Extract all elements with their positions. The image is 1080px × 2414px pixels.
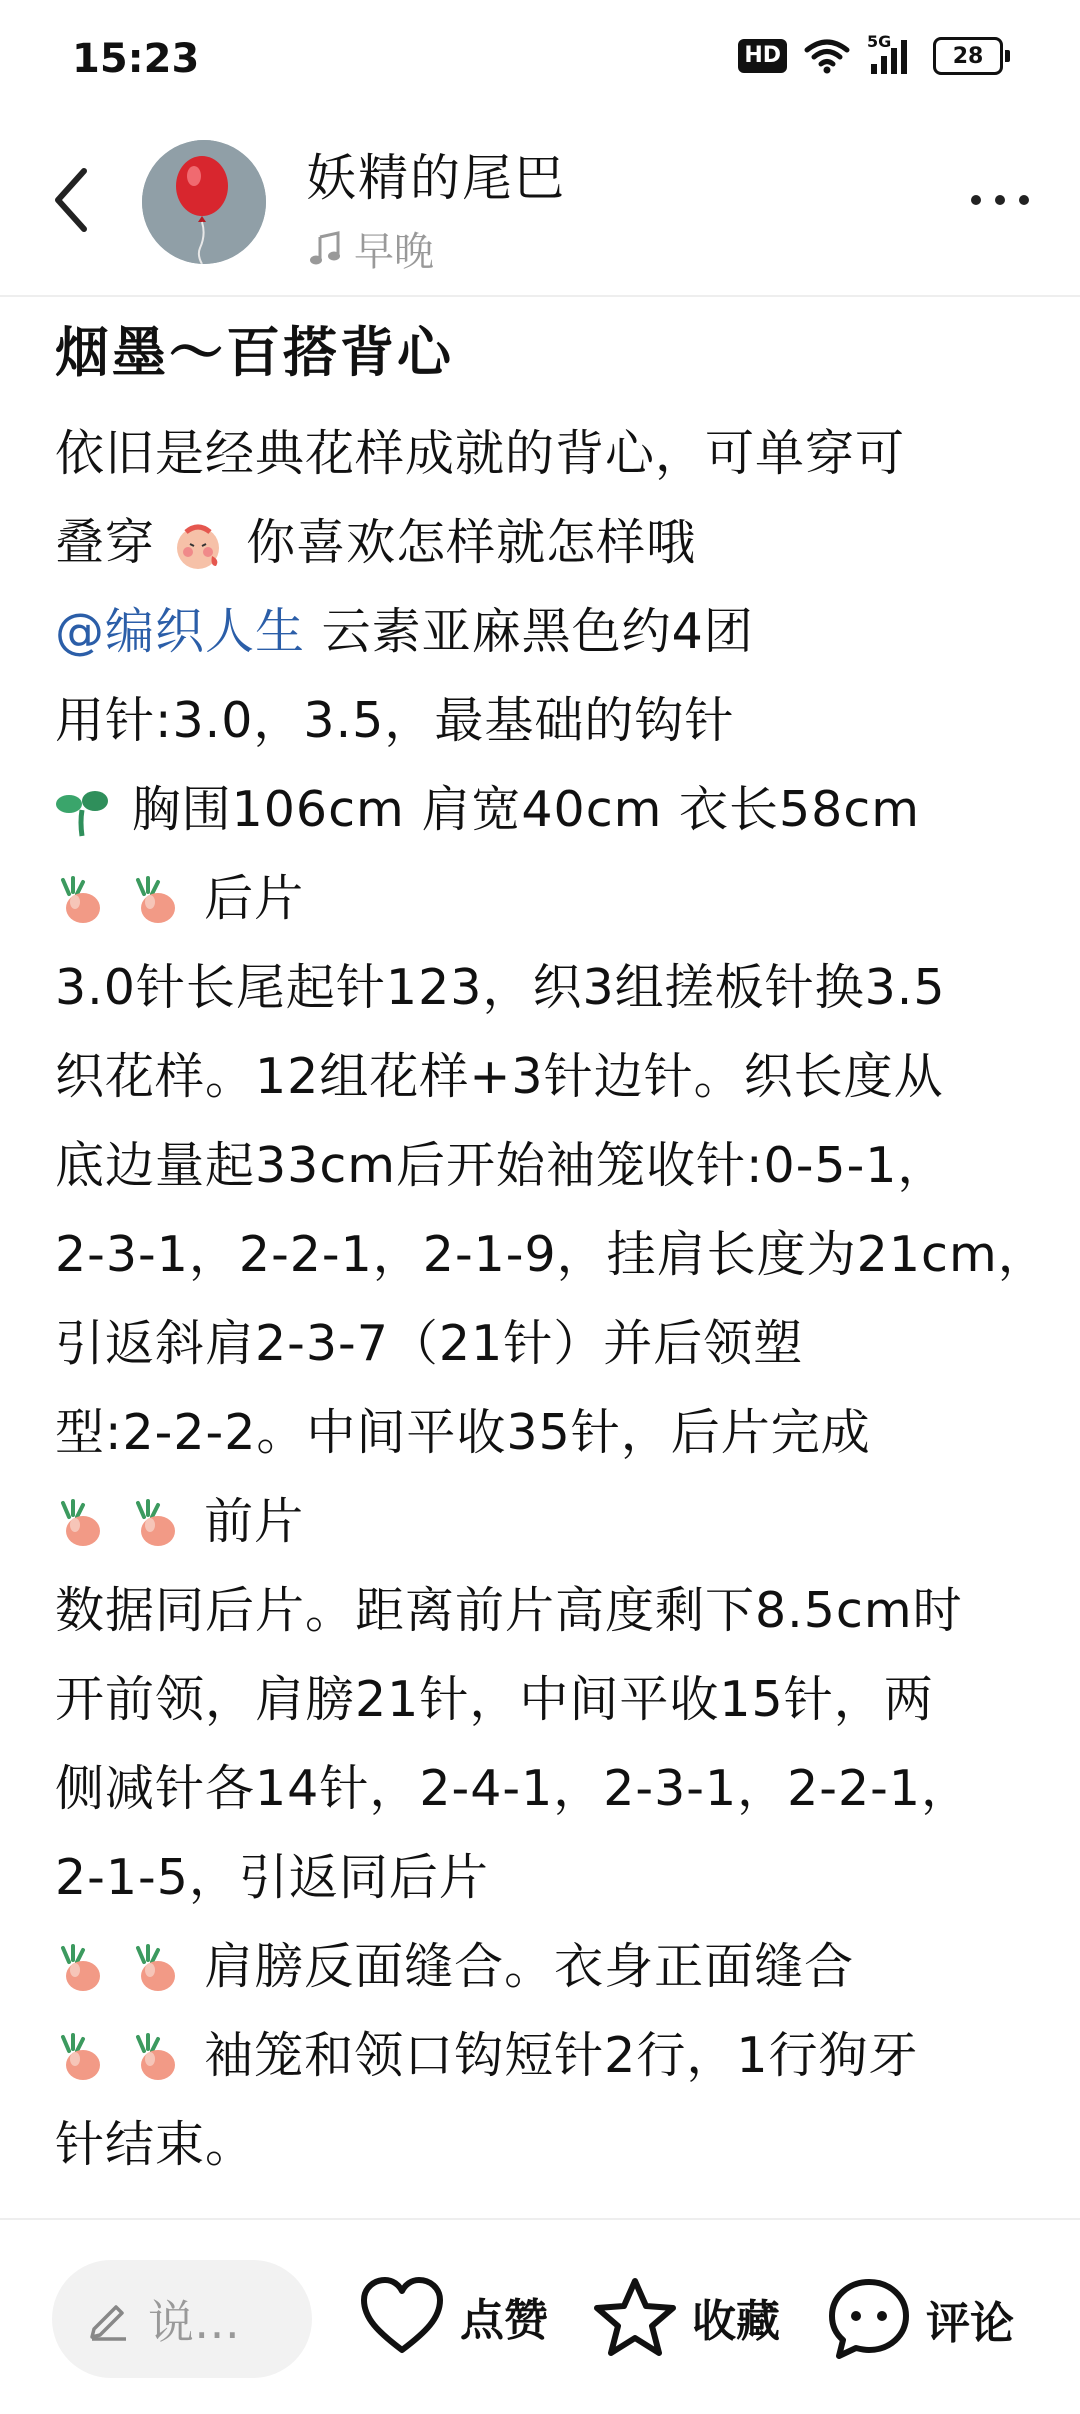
body-line: 底边量起33cm后开始袖笼收针:0-5-1， xyxy=(55,1137,948,1194)
comment-placeholder: 说… xyxy=(148,2295,240,2349)
finish-text: 袖笼和领口钩短针2行，1行狗牙 xyxy=(204,2027,919,2084)
pencil-icon xyxy=(86,2297,130,2341)
radish-emoji xyxy=(55,1499,107,1551)
back-button[interactable] xyxy=(40,160,100,240)
music-tag[interactable] xyxy=(308,220,434,277)
intro-3: 你喜欢怎样就怎样哦 xyxy=(246,514,697,571)
radish-emoji xyxy=(130,876,182,928)
radish-emoji xyxy=(55,1944,107,1996)
comment-label: 评论 xyxy=(926,2298,1014,2349)
heart-icon xyxy=(358,2276,446,2356)
body-line xyxy=(55,765,1040,854)
bottom-action-bar xyxy=(0,2218,1080,2414)
post-header xyxy=(0,120,1080,297)
more-button[interactable] xyxy=(960,170,1040,230)
body-line: 数据同后片。距离前片高度剩下8.5cm时 xyxy=(55,1582,963,1639)
section-heading xyxy=(55,1477,1040,1566)
network-type: 5G xyxy=(867,32,892,51)
cell-signal-icon xyxy=(867,32,917,76)
post-title: 烟墨～百搭背心 xyxy=(55,321,454,384)
hd-badge: HD xyxy=(738,39,787,73)
status-time: 15:23 xyxy=(72,36,200,82)
size-info: 胸围106cm 肩宽40cm 衣长58cm xyxy=(131,781,920,838)
blush-face-emoji xyxy=(172,520,224,572)
body-line: 开前领，肩膀21针，中间平收15针，两 xyxy=(55,1671,934,1728)
body-line: 织花样。12组花样+3针边针。织长度从 xyxy=(55,1048,944,1105)
body-line xyxy=(55,1922,1040,2011)
user-mention-link[interactable]: @编织人生 xyxy=(55,603,306,660)
body-line: 用针:3.0，3.5，最基础的钩针 xyxy=(55,692,735,749)
radish-emoji xyxy=(130,2033,182,2085)
back-icon xyxy=(50,165,90,235)
music-note-icon xyxy=(308,231,344,267)
radish-emoji xyxy=(55,2033,107,2085)
more-icon xyxy=(971,195,1029,205)
collect-label: 收藏 xyxy=(692,2296,780,2347)
like-button[interactable] xyxy=(358,2276,548,2356)
body-line xyxy=(55,498,1040,587)
music-label: 早晚 xyxy=(354,229,434,275)
back-piece-heading: 后片 xyxy=(204,870,305,927)
comment-button[interactable] xyxy=(826,2276,1014,2362)
body-line: 引返斜肩2-3-7（21针）并后领塑 xyxy=(55,1315,804,1372)
battery-icon xyxy=(933,37,1010,75)
body-line: 2-3-1，2-2-1，2-1-9，挂肩长度为21cm， xyxy=(55,1226,1048,1283)
radish-emoji xyxy=(130,1499,182,1551)
body-line: 依旧是经典花样成就的背心，可单穿可 xyxy=(55,425,906,482)
battery-level: 28 xyxy=(933,37,1003,75)
status-bar xyxy=(0,0,1080,120)
shoulder-seam-text: 肩膀反面缝合。衣身正面缝合 xyxy=(204,1938,855,1995)
star-icon xyxy=(592,2276,678,2358)
front-piece-heading: 前片 xyxy=(204,1493,305,1550)
comment-bubble-icon xyxy=(826,2276,912,2362)
body-line: 侧减针各14针，2-4-1，2-3-1，2-2-1， xyxy=(55,1760,972,1817)
author-name[interactable]: 妖精的尾巴 xyxy=(306,149,566,207)
body-line: 型:2-2-2。中间平收35针，后片完成 xyxy=(55,1404,871,1461)
like-label: 点赞 xyxy=(460,2295,548,2346)
section-heading xyxy=(55,854,1040,943)
avatar[interactable] xyxy=(142,140,266,264)
body-line: 3.0针长尾起针123，织3组搓板针换3.5 xyxy=(55,959,946,1016)
comment-input[interactable] xyxy=(52,2260,312,2378)
body-line xyxy=(55,2011,1040,2100)
post-content xyxy=(55,310,1048,2189)
body-line: 针结束。 xyxy=(55,2116,256,2173)
yarn-info: 云素亚麻黑色约4团 xyxy=(305,603,754,660)
wifi-icon xyxy=(803,38,851,74)
collect-button[interactable] xyxy=(592,2276,780,2358)
radish-emoji xyxy=(130,1944,182,1996)
intro-2: 叠穿 xyxy=(55,514,156,571)
body-line: 2-1-5，引返同后片 xyxy=(55,1849,489,1906)
body-line xyxy=(55,587,1040,676)
radish-emoji xyxy=(55,876,107,928)
sprout-emoji xyxy=(55,788,109,838)
status-icons xyxy=(738,32,1010,76)
